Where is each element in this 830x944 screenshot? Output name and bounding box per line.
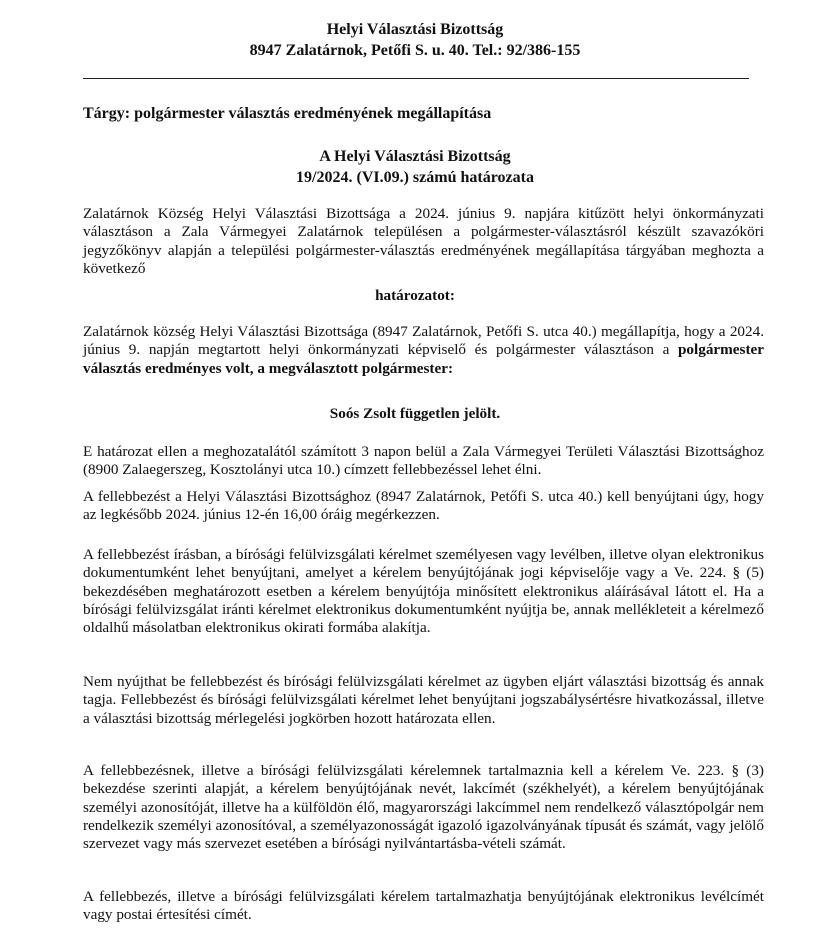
decision-title-line1: A Helyi Választási Bizottság <box>319 148 511 165</box>
submission-paragraph: A fellebbezést írásban, a bírósági felülvizsgálati kérelmet személyesen vagy levélben, illetve olyan elektronikus dokumentumként lehet benyújtani, amelyet a kérelem benyújtójának jogi képviselője vagy a Ve. 224. § (5) bekezdésében meghatározott esetben a kérelem benyújtója minősített elektronikus aláírásával látott el. Ha a bírósági felülvizsgálat iránti kérelmet elektronikus dokumentumként nyújtja be, annak mellékleteit a kérelmező oldalhű másolatban elektronikus okirati formába alakítja. <box>83 546 764 637</box>
content-requirements-paragraph: A fellebbezésnek, illetve a bírósági felülvizsgálati kérelemnek tartalmaznia kell a kérelem Ve. 223. § (3) bekezdése szerinti alapját, a kérelem benyújtójának nevét, lakcímét (székhelyét), a kérelem benyújtójának személyi azonosítóját, illetve ha a külföldön élő, magyarországi lakcímmel nem rendelkező választópolgár nem rendelkezik személyi azonosítóval, a személyazonosságát igazoló igazolványának típusát és számát, vagy jelölő szervezet vagy más szervezet esetében a bírósági nyilvántartásba-vételi számát. <box>83 762 764 853</box>
appeal-paragraph-1: E határozat ellen a meghozatalától számított 3 napon belül a Zala Vármegyei Területi Választási Bizottsághoz (8900 Zalaegerszeg, Kosztolányi utca 10.) címzett fellebbezéssel lehet élni. <box>83 443 764 479</box>
decision-heading: határozatot: <box>375 287 455 304</box>
intro-paragraph: Zalatárnok Község Helyi Választási Bizottsága a 2024. június 9. napjára kitűzött helyi önkormányzati választáson a Zala Vármegyei Zalatárnok településen a polgármester-választásról készült szavazóköri jegyzőkönyv alapján a települési polgármester-választás eredményének megállapítása tárgyában meghozta a következő <box>83 205 764 277</box>
decision-title <box>0 146 830 188</box>
letterhead-org: Helyi Választási Bizottság <box>326 21 504 38</box>
letterhead-address: 8947 Zalatárnok, Petőfi S. u. 40. Tel.: 92/386-155 <box>249 42 581 59</box>
eligibility-paragraph: Nem nyújthat be fellebbezést és bírósági felülvizsgálati kérelmet az ügyben eljárt választási bizottság és annak tagja. Fellebbezést és bírósági felülvizsgálati kérelmet lehet benyújtani jogszabálysértésre hivatkozással, illetve a választási bizottság mérlegelési jogkörben hozott határozata ellen. <box>83 673 764 727</box>
subject-line: Tárgy: polgármester választás eredményének megállapítása <box>83 105 492 122</box>
appeal-paragraph-2: A fellebbezést a Helyi Választási Bizottsághoz (8947 Zalatárnok, Petőfi S. utca 40.) kell benyújtani úgy, hogy az legkésőbb 2024. június 12-én 16,00 óráig megérkezzen. <box>83 488 764 524</box>
decision-paragraph <box>83 323 764 378</box>
decision-text: Zalatárnok község Helyi Választási Bizottsága (8947 Zalatárnok, Petőfi S. utca 40.) megállapítja, hogy a 2024. június 9. napján megtartott helyi önkormányzati képviselő és polgármester választáson a <box>83 323 764 359</box>
header-divider <box>83 78 749 79</box>
elected-mayor: Soós Zsolt független jelölt. <box>329 405 501 422</box>
decision-bold-text: polgármester választás eredményes volt, a megválasztott polgármester: <box>83 341 764 377</box>
letterhead <box>0 19 830 61</box>
decision-title-line2: 19/2024. (VI.09.) számú határozata <box>296 169 534 186</box>
contact-paragraph: A fellebbezés, illetve a bírósági felülvizsgálati kérelem tartalmazhatja benyújtójának elektronikus levélcímét vagy postai értesítési címét. <box>83 888 764 924</box>
